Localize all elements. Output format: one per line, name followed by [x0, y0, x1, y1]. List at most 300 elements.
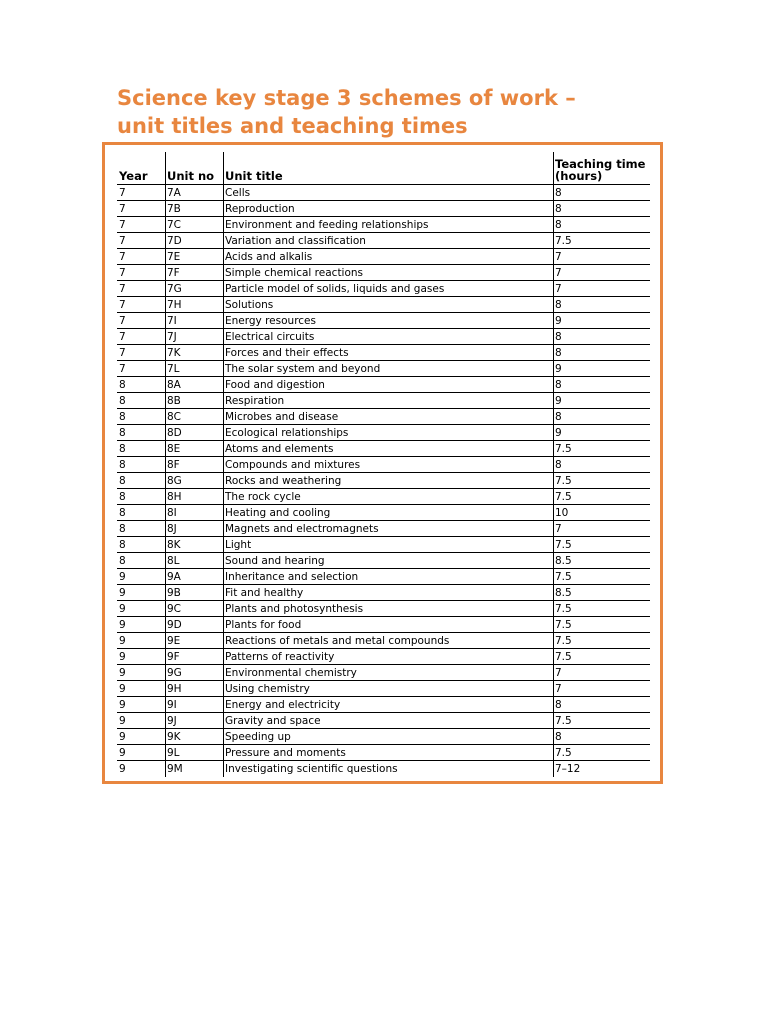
- cell-unit-no: 7I: [167, 315, 177, 327]
- column-divider: [223, 313, 224, 328]
- cell-teaching-time: 7: [555, 251, 562, 263]
- cell-teaching-time: 9: [555, 427, 562, 439]
- cell-unit-title: Ecological relationships: [225, 427, 349, 439]
- column-divider: [223, 393, 224, 408]
- column-divider: [223, 185, 224, 200]
- cell-year: 7: [119, 251, 126, 263]
- cell-unit-no: 7A: [167, 187, 181, 199]
- cell-unit-title: Compounds and mixtures: [225, 459, 361, 471]
- cell-year: 9: [119, 635, 126, 647]
- column-divider: [165, 473, 166, 488]
- cell-unit-title: Environment and feeding relationships: [225, 219, 429, 231]
- column-divider: [165, 649, 166, 664]
- cell-teaching-time: 7.5: [555, 539, 572, 551]
- column-divider: [223, 537, 224, 552]
- cell-unit-title: Speeding up: [225, 731, 291, 743]
- cell-unit-no: 8I: [167, 507, 177, 519]
- column-divider: [223, 457, 224, 472]
- column-divider: [223, 409, 224, 424]
- cell-unit-title: Fit and healthy: [225, 587, 304, 599]
- cell-year: 7: [119, 299, 126, 311]
- cell-year: 8: [119, 555, 126, 567]
- column-divider: [165, 761, 166, 777]
- column-divider: [165, 697, 166, 712]
- column-divider: [165, 217, 166, 232]
- cell-unit-no: 8G: [167, 475, 182, 487]
- column-divider: [223, 681, 224, 696]
- cell-teaching-time: 8.5: [555, 555, 572, 567]
- column-divider: [223, 617, 224, 632]
- table-row: [117, 233, 650, 249]
- table-row: [117, 217, 650, 233]
- column-divider: [553, 633, 554, 648]
- cell-unit-title: Forces and their effects: [225, 347, 349, 359]
- column-divider: [223, 665, 224, 680]
- column-divider: [165, 361, 166, 376]
- cell-unit-no: 7K: [167, 347, 181, 359]
- cell-teaching-time: 9: [555, 315, 562, 327]
- table-row: [117, 185, 650, 201]
- cell-teaching-time: 8: [555, 203, 562, 215]
- table-row: [117, 489, 650, 505]
- cell-unit-title: Light: [225, 539, 252, 551]
- cell-unit-title: Reproduction: [225, 203, 295, 215]
- cell-unit-title: Simple chemical reactions: [225, 267, 364, 279]
- cell-unit-no: 9J: [167, 715, 177, 727]
- cell-unit-title: Patterns of reactivity: [225, 651, 335, 663]
- column-divider: [553, 377, 554, 392]
- column-divider: [165, 521, 166, 536]
- cell-unit-no: 9A: [167, 571, 181, 583]
- cell-teaching-time: 7: [555, 683, 562, 695]
- column-divider: [165, 345, 166, 360]
- header-teaching-time-line-1: Teaching time: [555, 157, 646, 171]
- cell-year: 9: [119, 731, 126, 743]
- column-divider: [553, 361, 554, 376]
- column-divider: [223, 297, 224, 312]
- column-divider: [165, 409, 166, 424]
- column-divider: [553, 665, 554, 680]
- column-divider: [553, 233, 554, 248]
- cell-unit-no: 8L: [167, 555, 180, 567]
- cell-teaching-time: 7: [555, 267, 562, 279]
- cell-unit-title: Sound and hearing: [225, 555, 325, 567]
- column-divider: [553, 505, 554, 520]
- cell-teaching-time: 8: [555, 731, 562, 743]
- table-row: [117, 377, 650, 393]
- cell-year: 9: [119, 699, 126, 711]
- cell-unit-no: 7F: [167, 267, 180, 279]
- cell-year: 7: [119, 187, 126, 199]
- cell-year: 9: [119, 715, 126, 727]
- column-divider: [165, 505, 166, 520]
- column-divider: [165, 377, 166, 392]
- cell-unit-no: 7J: [167, 331, 177, 343]
- column-divider: [165, 681, 166, 696]
- column-divider: [223, 425, 224, 440]
- cell-unit-no: 9F: [167, 651, 180, 663]
- header-divider: [553, 152, 554, 184]
- cell-unit-title: Variation and classification: [225, 235, 366, 247]
- table-row: [117, 409, 650, 425]
- cell-unit-no: 9K: [167, 731, 181, 743]
- cell-teaching-time: 7: [555, 523, 562, 535]
- column-divider: [165, 233, 166, 248]
- cell-year: 7: [119, 203, 126, 215]
- column-divider: [553, 761, 554, 777]
- table-row: [117, 665, 650, 681]
- cell-teaching-time: 7.5: [555, 715, 572, 727]
- cell-year: 8: [119, 507, 126, 519]
- cell-year: 9: [119, 587, 126, 599]
- table-row: [117, 601, 650, 617]
- column-divider: [165, 281, 166, 296]
- column-divider: [553, 345, 554, 360]
- table-row: [117, 585, 650, 601]
- column-divider: [165, 745, 166, 760]
- column-divider: [223, 361, 224, 376]
- cell-year: 8: [119, 395, 126, 407]
- table-row: [117, 697, 650, 713]
- column-divider: [223, 729, 224, 744]
- cell-year: 7: [119, 315, 126, 327]
- cell-unit-title: The rock cycle: [225, 491, 301, 503]
- column-divider: [223, 505, 224, 520]
- column-divider: [223, 345, 224, 360]
- cell-year: 9: [119, 619, 126, 631]
- cell-unit-no: 7H: [167, 299, 182, 311]
- cell-unit-title: Electrical circuits: [225, 331, 315, 343]
- column-divider: [223, 473, 224, 488]
- column-divider: [165, 713, 166, 728]
- cell-unit-no: 7G: [167, 283, 182, 295]
- column-divider: [553, 697, 554, 712]
- cell-unit-title: Gravity and space: [225, 715, 321, 727]
- table-row: [117, 425, 650, 441]
- cell-year: 8: [119, 427, 126, 439]
- table-row: [117, 393, 650, 409]
- page-title-line-1: Science key stage 3 schemes of work –: [117, 86, 576, 110]
- column-divider: [165, 457, 166, 472]
- cell-unit-title: Plants for food: [225, 619, 302, 631]
- cell-unit-no: 7B: [167, 203, 181, 215]
- cell-teaching-time: 7.5: [555, 619, 572, 631]
- cell-unit-title: Atoms and elements: [225, 443, 334, 455]
- cell-unit-no: 9I: [167, 699, 177, 711]
- cell-unit-title: Acids and alkalis: [225, 251, 313, 263]
- cell-unit-no: 9E: [167, 635, 181, 647]
- cell-teaching-time: 7.5: [555, 747, 572, 759]
- column-divider: [553, 745, 554, 760]
- table-row: [117, 537, 650, 553]
- cell-year: 9: [119, 667, 126, 679]
- column-divider: [165, 569, 166, 584]
- column-divider: [223, 745, 224, 760]
- cell-unit-title: Energy resources: [225, 315, 316, 327]
- column-divider: [165, 265, 166, 280]
- table-row: [117, 713, 650, 729]
- table-row: [117, 553, 650, 569]
- cell-unit-title: Reactions of metals and metal compounds: [225, 635, 450, 647]
- cell-unit-title: The solar system and beyond: [225, 363, 381, 375]
- column-divider: [165, 585, 166, 600]
- column-divider: [165, 441, 166, 456]
- table-frame: [102, 142, 663, 784]
- column-divider: [223, 233, 224, 248]
- cell-teaching-time: 8: [555, 459, 562, 471]
- page-title: [117, 84, 677, 140]
- column-divider: [553, 393, 554, 408]
- cell-unit-title: Using chemistry: [225, 683, 310, 695]
- cell-teaching-time: 7.5: [555, 491, 572, 503]
- column-divider: [553, 553, 554, 568]
- column-divider: [223, 201, 224, 216]
- column-divider: [553, 265, 554, 280]
- column-divider: [553, 521, 554, 536]
- cell-unit-no: 8K: [167, 539, 181, 551]
- column-divider: [223, 521, 224, 536]
- cell-year: 8: [119, 459, 126, 471]
- cell-unit-no: 9G: [167, 667, 182, 679]
- column-divider: [165, 489, 166, 504]
- cell-unit-no: 9C: [167, 603, 182, 615]
- cell-unit-title: Respiration: [225, 395, 285, 407]
- column-divider: [165, 601, 166, 616]
- column-divider: [553, 585, 554, 600]
- table-row: [117, 265, 650, 281]
- column-divider: [223, 377, 224, 392]
- cell-teaching-time: 10: [555, 507, 569, 519]
- table-row: [117, 345, 650, 361]
- column-divider: [553, 569, 554, 584]
- cell-unit-no: 9D: [167, 619, 182, 631]
- table-row: [117, 505, 650, 521]
- column-divider: [165, 425, 166, 440]
- cell-teaching-time: 8: [555, 699, 562, 711]
- cell-teaching-time: 8: [555, 219, 562, 231]
- cell-year: 7: [119, 363, 126, 375]
- cell-teaching-time: 7.5: [555, 443, 572, 455]
- column-divider: [553, 281, 554, 296]
- table-row: [117, 329, 650, 345]
- column-divider: [223, 217, 224, 232]
- column-divider: [165, 729, 166, 744]
- cell-year: 8: [119, 523, 126, 535]
- header-teaching-time: [555, 158, 645, 182]
- table-header: [117, 152, 650, 185]
- column-divider: [553, 201, 554, 216]
- column-divider: [553, 457, 554, 472]
- cell-year: 7: [119, 331, 126, 343]
- column-divider: [553, 617, 554, 632]
- cell-unit-title: Rocks and weathering: [225, 475, 342, 487]
- table-row: [117, 361, 650, 377]
- column-divider: [223, 601, 224, 616]
- cell-teaching-time: 7.5: [555, 651, 572, 663]
- column-divider: [223, 249, 224, 264]
- cell-unit-title: Energy and electricity: [225, 699, 341, 711]
- column-divider: [553, 249, 554, 264]
- column-divider: [165, 201, 166, 216]
- table-row: [117, 569, 650, 585]
- column-divider: [223, 329, 224, 344]
- column-divider: [553, 473, 554, 488]
- cell-year: 7: [119, 347, 126, 359]
- cell-year: 8: [119, 379, 126, 391]
- column-divider: [165, 313, 166, 328]
- cell-unit-title: Plants and photosynthesis: [225, 603, 364, 615]
- cell-year: 8: [119, 539, 126, 551]
- table-row: [117, 649, 650, 665]
- column-divider: [165, 665, 166, 680]
- cell-unit-title: Inheritance and selection: [225, 571, 359, 583]
- cell-year: 9: [119, 747, 126, 759]
- column-divider: [223, 265, 224, 280]
- cell-unit-no: 8C: [167, 411, 182, 423]
- cell-unit-no: 9L: [167, 747, 180, 759]
- cell-unit-no: 8E: [167, 443, 181, 455]
- column-divider: [553, 537, 554, 552]
- cell-unit-title: Magnets and electromagnets: [225, 523, 379, 535]
- cell-year: 8: [119, 475, 126, 487]
- cell-year: 8: [119, 491, 126, 503]
- cell-teaching-time: 7–12: [555, 763, 581, 775]
- table-row: [117, 201, 650, 217]
- column-divider: [553, 729, 554, 744]
- cell-teaching-time: 8: [555, 379, 562, 391]
- table-row: [117, 681, 650, 697]
- cell-teaching-time: 7.5: [555, 603, 572, 615]
- column-divider: [553, 441, 554, 456]
- header-teaching-time-line-2: (hours): [555, 169, 603, 183]
- cell-unit-title: Heating and cooling: [225, 507, 331, 519]
- header-unit-no: Unit no: [167, 169, 215, 183]
- column-divider: [553, 713, 554, 728]
- column-divider: [165, 185, 166, 200]
- column-divider: [553, 185, 554, 200]
- column-divider: [165, 617, 166, 632]
- cell-unit-title: Investigating scientific questions: [225, 763, 398, 775]
- column-divider: [223, 649, 224, 664]
- column-divider: [553, 217, 554, 232]
- header-unit-title: Unit title: [225, 169, 283, 183]
- cell-unit-no: 7L: [167, 363, 180, 375]
- cell-teaching-time: 7: [555, 667, 562, 679]
- column-divider: [553, 601, 554, 616]
- table-row: [117, 249, 650, 265]
- column-divider: [223, 569, 224, 584]
- cell-teaching-time: 7: [555, 283, 562, 295]
- cell-unit-no: 8H: [167, 491, 182, 503]
- column-divider: [223, 633, 224, 648]
- cell-teaching-time: 8: [555, 347, 562, 359]
- cell-unit-no: 8A: [167, 379, 181, 391]
- cell-unit-no: 8J: [167, 523, 177, 535]
- cell-unit-no: 8F: [167, 459, 180, 471]
- column-divider: [165, 633, 166, 648]
- table-row: [117, 441, 650, 457]
- cell-year: 9: [119, 571, 126, 583]
- column-divider: [165, 553, 166, 568]
- column-divider: [553, 425, 554, 440]
- column-divider: [223, 489, 224, 504]
- table-row: [117, 761, 650, 777]
- column-divider: [553, 297, 554, 312]
- table-row: [117, 729, 650, 745]
- cell-unit-title: Microbes and disease: [225, 411, 339, 423]
- column-divider: [223, 281, 224, 296]
- header-year: Year: [119, 169, 148, 183]
- table-body: [117, 185, 650, 777]
- cell-unit-no: 7C: [167, 219, 182, 231]
- cell-teaching-time: 7.5: [555, 235, 572, 247]
- cell-teaching-time: 9: [555, 363, 562, 375]
- page-title-line-2: unit titles and teaching times: [117, 114, 468, 138]
- cell-teaching-time: 9: [555, 395, 562, 407]
- column-divider: [165, 329, 166, 344]
- column-divider: [165, 249, 166, 264]
- cell-year: 8: [119, 443, 126, 455]
- cell-year: 9: [119, 651, 126, 663]
- column-divider: [553, 313, 554, 328]
- cell-year: 7: [119, 219, 126, 231]
- units-table: [117, 152, 650, 777]
- column-divider: [553, 681, 554, 696]
- column-divider: [553, 329, 554, 344]
- column-divider: [553, 409, 554, 424]
- table-row: [117, 521, 650, 537]
- cell-unit-no: 8D: [167, 427, 182, 439]
- column-divider: [165, 297, 166, 312]
- cell-year: 8: [119, 411, 126, 423]
- cell-teaching-time: 7.5: [555, 635, 572, 647]
- table-row: [117, 633, 650, 649]
- cell-unit-title: Solutions: [225, 299, 274, 311]
- cell-teaching-time: 8: [555, 299, 562, 311]
- column-divider: [223, 441, 224, 456]
- cell-teaching-time: 7.5: [555, 475, 572, 487]
- column-divider: [553, 489, 554, 504]
- cell-unit-no: 7E: [167, 251, 181, 263]
- header-divider: [165, 152, 166, 184]
- column-divider: [165, 537, 166, 552]
- cell-year: 7: [119, 235, 126, 247]
- cell-unit-title: Pressure and moments: [225, 747, 346, 759]
- cell-year: 7: [119, 267, 126, 279]
- table-row: [117, 457, 650, 473]
- table-row: [117, 473, 650, 489]
- cell-unit-no: 9H: [167, 683, 182, 695]
- header-divider: [223, 152, 224, 184]
- cell-teaching-time: 8.5: [555, 587, 572, 599]
- cell-teaching-time: 8: [555, 331, 562, 343]
- column-divider: [223, 713, 224, 728]
- cell-unit-no: 8B: [167, 395, 181, 407]
- cell-year: 9: [119, 683, 126, 695]
- cell-unit-title: Cells: [225, 187, 251, 199]
- column-divider: [165, 393, 166, 408]
- column-divider: [223, 761, 224, 777]
- cell-year: 7: [119, 283, 126, 295]
- table-row: [117, 745, 650, 761]
- table-row: [117, 313, 650, 329]
- column-divider: [553, 649, 554, 664]
- column-divider: [223, 553, 224, 568]
- cell-teaching-time: 8: [555, 411, 562, 423]
- cell-teaching-time: 7.5: [555, 571, 572, 583]
- cell-teaching-time: 8: [555, 187, 562, 199]
- cell-year: 9: [119, 763, 126, 775]
